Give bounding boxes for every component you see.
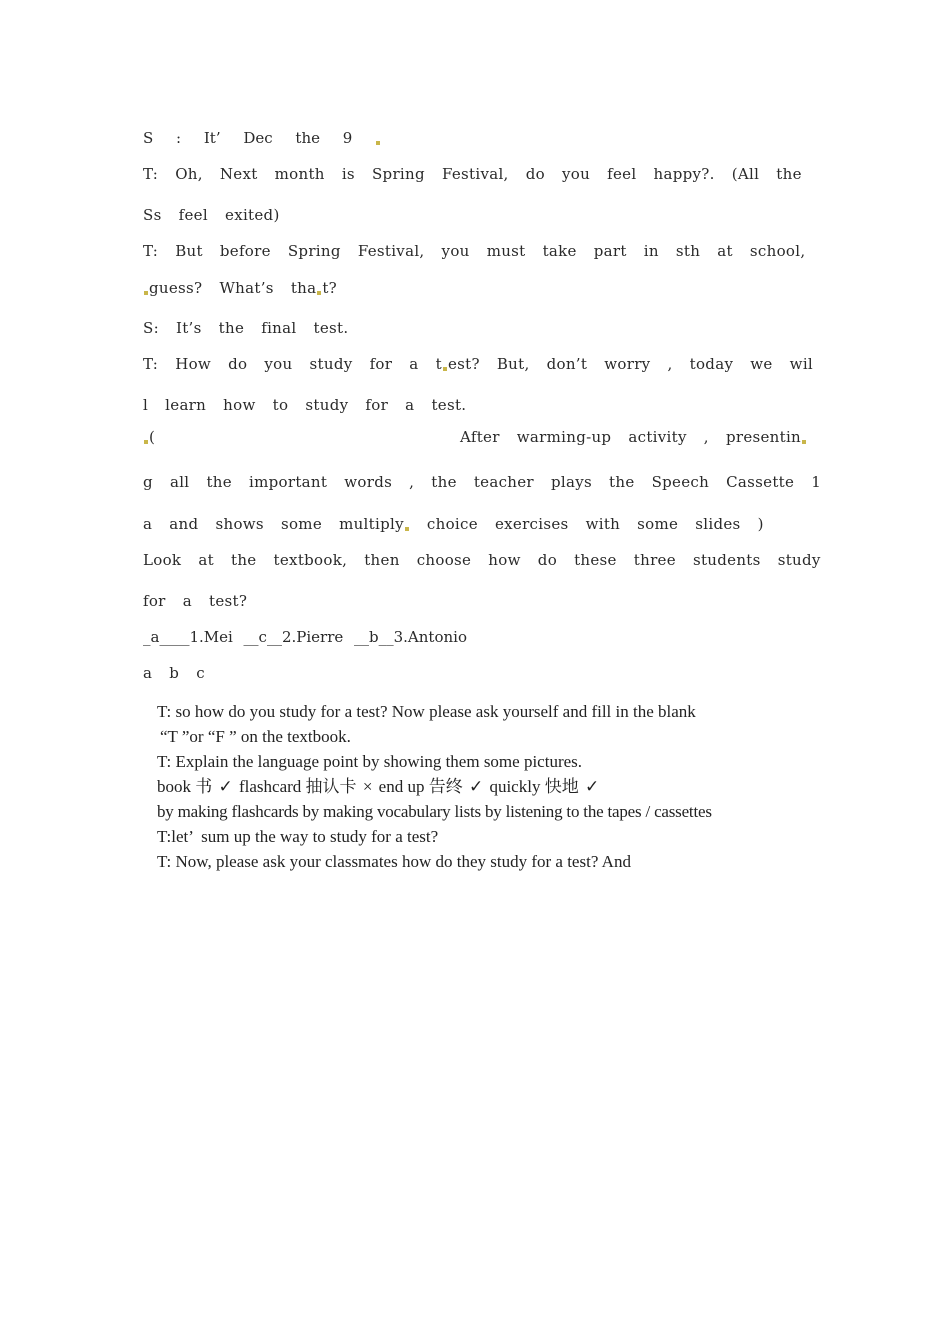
line-explain-language: T: Explain the language point by showing them some pictures.: [157, 752, 583, 771]
line-t-how-study-a: T: How do you study for a t: [143, 355, 442, 373]
highlight-mark: [443, 367, 447, 371]
line-guess: [143, 279, 337, 297]
line-look-textbook: Look at the textbook, then choose how do these three students study: [143, 551, 821, 569]
line-shows-multiply: [143, 515, 764, 533]
vocab-end-up: end up 告终: [378, 777, 463, 796]
line-t-before-festival: T: But before Spring Festival, you must take part in sth at school,: [143, 242, 806, 260]
line-shows-multiply-b: choice exercises with some slides ): [409, 515, 764, 533]
line-shows-multiply-a: a and shows some multiply: [143, 515, 404, 533]
check-mark-icon: ✓: [584, 777, 600, 796]
line-t-next-month: T: Oh, Next month is Spring Festival, do you feel happy?. (All the: [143, 165, 802, 183]
check-mark-icon: ✓: [468, 777, 484, 796]
line-after-warming-up-text: After warming-up activity , presentin: [460, 428, 802, 446]
line-paren-start: [143, 428, 155, 446]
line-learn-how: l learn how to study for a test.: [143, 396, 467, 414]
line-guess-text-a: guess? What’s tha: [149, 279, 317, 297]
vocab-quickly: quickly 快地: [489, 777, 579, 796]
cross-mark-icon: ×: [362, 777, 373, 796]
line-t-how-study-b: est? But, don’t worry , today we wil: [447, 355, 814, 373]
line-by-making: by making flashcards by making vocabulary lists by listening to the tapes / cassettes: [157, 802, 712, 821]
highlight-mark: [376, 141, 380, 145]
line-matching-answers: _a____1.Mei __c__2.Pierre __b__3.Antonio: [143, 628, 467, 646]
line-guess-text-b: t?: [322, 279, 338, 297]
highlight-mark: [144, 440, 148, 444]
highlight-mark: [144, 291, 148, 295]
line-s-date: [143, 129, 381, 147]
line-t-how-study: [143, 355, 813, 373]
highlight-mark: [405, 527, 409, 531]
highlight-mark: [317, 291, 321, 295]
watermark-mark: [357, 880, 367, 894]
line-after-warming-up: [460, 428, 807, 446]
vocab-flashcard: flashcard 抽认卡: [239, 777, 357, 796]
line-for-a-test: for a test?: [143, 592, 248, 610]
line-options-abc: a b c: [143, 664, 205, 682]
line-t-or-f: “T ”or “F ” on the textbook.: [160, 727, 351, 746]
vocab-book: book 书: [157, 777, 213, 796]
line-fill-blank: T: so how do you study for a test? Now please ask yourself and fill in the blank: [157, 702, 696, 721]
highlight-mark: [802, 440, 806, 444]
line-vocabulary: [157, 777, 601, 797]
line-s-date-text: S : It’ Dec the 9: [143, 129, 353, 147]
line-ss-feel-exited: Ss feel exited): [143, 206, 280, 224]
line-s-final-test: S: It’s the final test.: [143, 319, 349, 337]
line-important-words: g all the important words , the teacher plays the Speech Cassette 1: [143, 473, 822, 491]
line-sum-up: T:let’ sum up the way to study for a test?: [157, 827, 439, 846]
check-mark-icon: ✓: [218, 777, 233, 796]
line-paren-open: (: [149, 428, 155, 446]
line-ask-classmates: T: Now, please ask your classmates how do they study for a test? And: [157, 852, 631, 871]
